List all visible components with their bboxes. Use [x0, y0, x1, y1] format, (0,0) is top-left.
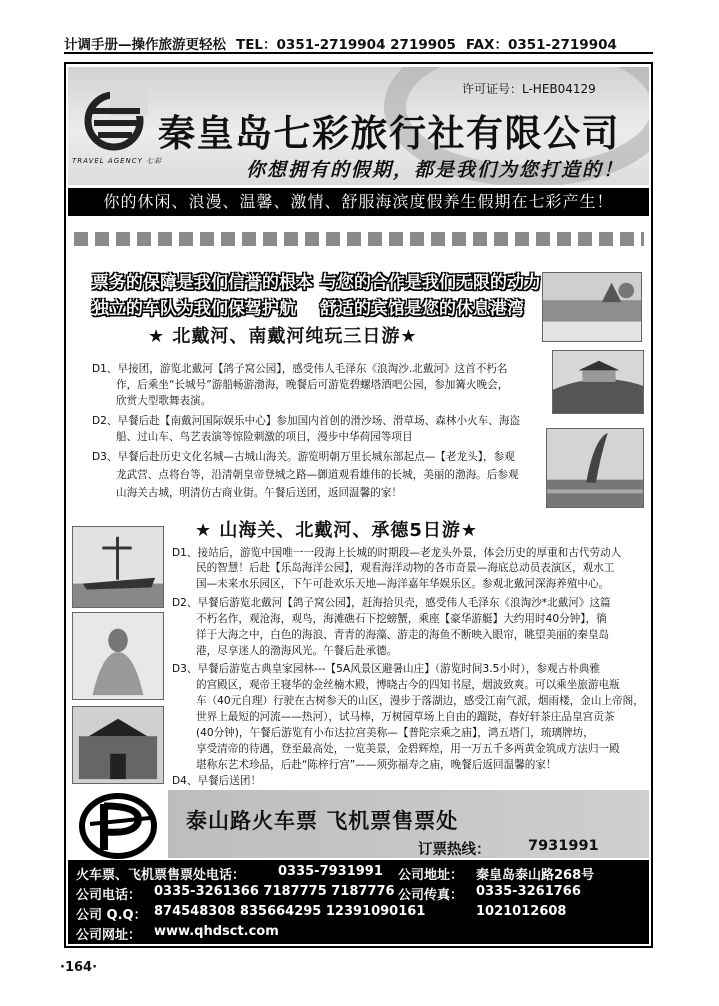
- tour1-line: D3、早餐后赴历史文化名城—古城山海关。游览明朝万里长城东部起点—【老龙头】，参观: [92, 451, 515, 463]
- tour2-line: 车（40元自理）行驶在古树参天的山区，漫步于落湖边，感受江南气派，烟雨楼，金山上帝阁，: [196, 695, 644, 707]
- tour1-line: D2、早餐后赴【南戴河国际娱乐中心】参加国内首创的滑沙场、滑草场、森林小火车、海盗: [92, 415, 521, 427]
- banner-line-2a: 独立的车队为我们保驾护航: [92, 299, 296, 319]
- tour2-line: D4、早餐后送团！: [172, 775, 262, 787]
- banner-line-1b: 与您的合作是我们无限的动力: [320, 273, 541, 293]
- tour2-line: D3、早餐后游览古典皇家园林---【5A风景区避暑山庄】（游览时间3.5小时），参观古朴典雅: [172, 663, 600, 675]
- tour2-line: 徉于大海之中，白色的海浪、青青的海藻、游走的海鱼不断映入眼帘，眺望美丽的秦皇岛: [196, 629, 610, 641]
- address: 秦皇岛泰山路268号: [476, 868, 595, 883]
- top-info-bar: [64, 34, 653, 54]
- hotline-label: 订票热线：: [418, 842, 491, 858]
- tour1-line: 龙武营、点将台等，沿清朝皇帝登城之路—御道观看雄伟的长城，美丽的渤海。后参观: [116, 469, 519, 481]
- tour1-line: 山海关古城，明清仿古商业街。午餐后送团，返回温馨的家！: [116, 487, 403, 499]
- fax: 0335-3261766: [476, 884, 581, 899]
- top-tel: TEL：0351-2719904 2719905: [236, 37, 456, 53]
- tour2-line: 的宫殿区，观帝王寝华的金丝楠木殿，博晓古今的四知书屋，烟波致爽。可以乘坐旅游电瓶: [196, 679, 620, 691]
- company-logo-icon: [80, 90, 148, 152]
- photo-ancient-gate: [72, 706, 164, 784]
- tour2-line: 不朽名作，观沧海，观鸟，海滩礁石下挖螃蟹，乘座【豪华游艇】大约用时40分钟】，徜: [196, 613, 607, 625]
- tour2-line: 国—未来水乐园区，下午可赴欢乐天地—海洋嘉年华娱乐区。参观北戴河深海养殖中心。: [196, 578, 610, 590]
- photo-ship: [72, 526, 164, 608]
- qq-extra: 1021012608: [476, 904, 567, 919]
- tour2-line: 民的智慧！后赴【乐岛海洋公园】，观看海洋动物的各市奇景—海底总动员表演区，观水工: [196, 562, 615, 574]
- tour1-line: 欣赏大型歌舞表演。: [116, 395, 212, 407]
- promise-banner: [92, 266, 541, 324]
- tour1-title: ★ 北戴河、南戴河纯玩三日游★: [148, 326, 418, 347]
- tour2-line: 港，尽享迷人的渤海风光。午餐后赴承德。: [196, 645, 398, 657]
- ticket-phone: 0335-7931991: [278, 864, 383, 879]
- checker-divider: [74, 232, 644, 246]
- tour1-line: 船、过山车、鸟艺表演等惊险刺激的项目，漫步中华荷园等项目: [116, 431, 413, 443]
- website: www.qhdsct.com: [154, 924, 279, 939]
- company-name: 秦皇岛七彩旅行社有限公司: [158, 112, 620, 155]
- contact-footer: [68, 860, 649, 944]
- fax-label: 公司传真：: [398, 888, 464, 903]
- page-number: ·164·: [60, 960, 98, 975]
- ticket-office-title: 泰山路火车票 飞机票售票处: [186, 809, 459, 833]
- agency-english-name: TRAVEL AGENCY 七彩: [72, 157, 163, 165]
- qq-numbers: 874548308 835664295 12391090161: [154, 904, 426, 919]
- main-slogan: 你想拥有的假期，都是我们为您打造的！: [246, 159, 625, 181]
- tour2-line: D1、接站后，游览中国唯一一段海上长城的时期段—老龙头外景，体会历史的厚重和古代劳动人: [172, 547, 622, 559]
- company-phone-label: 公司电话：: [76, 888, 142, 903]
- tour2-title: ★ 山海关、北戴河、承德5日游★: [195, 520, 479, 541]
- hotline-number: 7931991: [528, 838, 599, 854]
- tour2-line: 世界上最短的河流——热河），试马棒，万树园草场上自由的蹓跶，春好轩茶庄品皇宫贡茶: [196, 711, 615, 723]
- photo-pavilion: [552, 350, 644, 414]
- ticket-phone-label: 火车票、飞机票售票处电话：: [76, 868, 246, 883]
- photo-sculpture: [546, 428, 644, 508]
- sub-slogan: 你的休闲、浪漫、温馨、激情、舒服海滨度假养生假期在七彩产生！: [68, 188, 649, 216]
- tour1-line: D1、早接团，游览北戴河【鸽子窝公园】，感受伟人毛泽东《浪淘沙.北戴河》这首不朽名: [92, 363, 508, 375]
- company-phone: 0335-3261366 7187775 7187776: [154, 884, 395, 899]
- banner-line-2b: 舒适的宾馆是您的休息港湾: [320, 299, 524, 319]
- address-label: 公司地址：: [398, 868, 464, 883]
- tour2-line: 堪称东艺术珍品，后赴“陈梓行宫”——须弥福寿之庙，晚餐后返回温馨的家！: [196, 759, 557, 771]
- tour2-line: 享受清帝的待遇，登至最高处，一览美景，金碧辉煌，用一万五千多两黄金筑成方法归一殿: [196, 743, 620, 755]
- tour2-line: D2、早餐后游览北戴河【鸽子窝公园】，赶海拾贝壳，感受伟人毛泽东《浪淘沙*北戴河》这篇: [172, 597, 611, 609]
- qq-label: 公司 Q.Q：: [76, 908, 147, 923]
- top-fax: FAX：0351-2719904: [465, 37, 617, 53]
- ticket-office-logo-icon: [76, 792, 160, 860]
- web-label: 公司网址：: [76, 928, 142, 943]
- tour1-line: 作，后乘坐“长城号”游船畅游渤海，晚餐后可游览碧螺塔酒吧公园，参加篝火晚会，: [116, 379, 509, 391]
- top-tagline: 计调手册—操作旅游更轻松: [64, 37, 226, 53]
- photo-buddha-statue: [72, 612, 164, 700]
- banner-line-1a: 票务的保障是我们信誉的根本: [92, 273, 313, 293]
- license-number: 许可证号：L-HEB04129: [462, 82, 596, 96]
- photo-beach: [542, 272, 642, 342]
- tour2-line: (40分钟)，午餐后游览有小布达拉宫美称—【普陀宗乘之庙】，鸿五塔门，琉璃牌坊，: [196, 727, 594, 739]
